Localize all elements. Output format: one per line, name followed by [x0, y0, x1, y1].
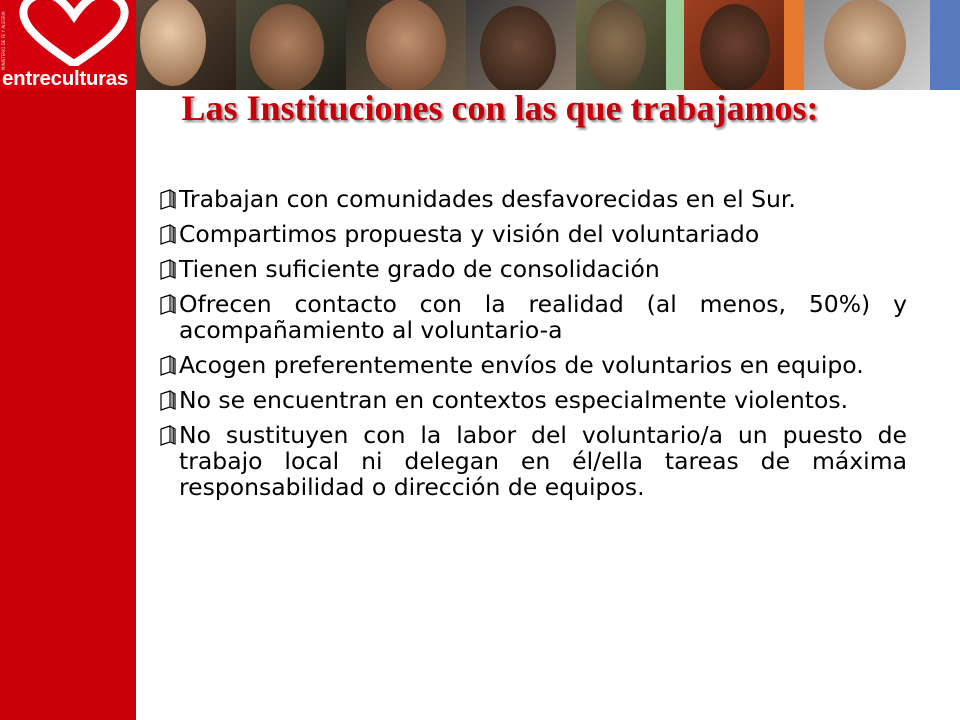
child-photo — [576, 0, 666, 90]
bullet-text: Tienen suficiente grado de consolidación — [179, 255, 660, 283]
list-item — [157, 352, 907, 378]
brand-logo — [0, 0, 136, 90]
list-item — [157, 422, 907, 500]
bullet-text: Trabajan con comunidades desfavorecidas en el Sur. — [179, 185, 796, 213]
color-strip — [930, 0, 960, 90]
header-photo-banner — [136, 0, 960, 90]
bullet-text: No se encuentran en contextos especialmente violentos. — [179, 386, 849, 414]
book-bullet-icon — [157, 224, 178, 245]
list-item — [157, 221, 907, 247]
bullet-text: No sustituyen con la labor del voluntario/a un puesto de trabajo local ni delegan en él/ella tareas de máxima responsabilidad o dirección de equipos. — [179, 421, 907, 501]
book-bullet-icon — [157, 189, 178, 210]
list-item — [157, 291, 907, 343]
bullet-list — [157, 186, 907, 509]
bullet-text: Acogen preferentemente envíos de voluntarios en equipo. — [179, 351, 864, 379]
book-bullet-icon — [157, 294, 178, 315]
book-bullet-icon — [157, 355, 178, 376]
list-item — [157, 256, 907, 282]
color-strip — [784, 0, 804, 90]
child-photo — [136, 0, 236, 90]
child-photo — [804, 0, 930, 90]
brand-name: entreculturas — [2, 67, 128, 90]
color-strip — [666, 0, 684, 90]
child-photo — [346, 0, 466, 90]
bullet-text: Compartimos propuesta y visión del voluntariado — [179, 220, 760, 248]
heart-logo-icon — [14, 0, 134, 66]
child-photo — [236, 0, 346, 90]
slide-title: Las Instituciones con las que trabajamos: — [181, 88, 819, 128]
bullet-text: Ofrecen contacto con la realidad (al menos, 50%) y acompañamiento al voluntario-a — [179, 290, 907, 344]
child-photo — [684, 0, 784, 90]
list-item — [157, 387, 907, 413]
list-item — [157, 186, 907, 212]
book-bullet-icon — [157, 390, 178, 411]
brand-tagline: MINISTERIO DE FE Y ALEGRÍA — [1, 11, 6, 70]
child-photo — [466, 0, 576, 90]
book-bullet-icon — [157, 425, 178, 446]
left-red-sidebar — [0, 0, 136, 720]
book-bullet-icon — [157, 259, 178, 280]
